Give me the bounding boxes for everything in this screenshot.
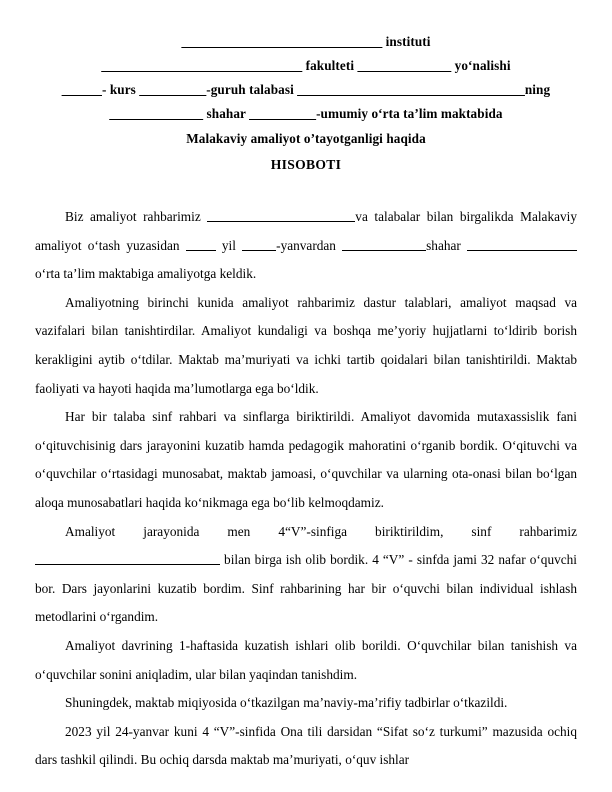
school-number-blank[interactable]: __________ (249, 106, 317, 121)
direction-blank[interactable]: ______________ (357, 58, 452, 73)
paragraph-first-day: Amaliyotning birinchi kunida amaliyot rahbarimiz dastur talablari, amaliyot maqsad va vazifalari bilan tanishtirdilar. Amaliyot kundaligi va boshqa me’yoriy hujjatlarni to‘ldirib borish kerakligini aytib o‘tdilar. Maktab ma’muriyati va ichki tartib qoidalari bilan tanishtirildi. Maktab faoliyati va hayoti haqida ma’lumotlarga ega bo‘ldik. (35, 294, 577, 396)
p4-text-1: Amaliyot jarayonida men 4“V”-sinfiga biriktirildim, sinf rahbarimiz (65, 523, 577, 539)
document-body (35, 203, 577, 775)
institute-label: instituti (382, 34, 431, 49)
document-content (35, 30, 577, 775)
report-subtitle: Malakaviy amaliyot o’tayotganligi haqida (186, 131, 426, 146)
city-label: shahar (203, 106, 250, 121)
group-label: -guruh talabasi (206, 82, 298, 97)
student-suffix-label: ning (524, 82, 551, 97)
paragraph-open-lesson: 2023 yil 24-yanvar kuni 4 “V”-sinfida Ona tili darsidan “Sifat so‘z turkumi” mazusida ochiq dars tashkil qilindi. Bu ochiq darsda maktab ma’muriyati, o‘quv ishlar (35, 723, 577, 768)
course-blank[interactable]: ______ (61, 82, 102, 97)
school-label: -umumiy o‘rta ta’lim maktabida (316, 106, 503, 121)
supervisor-blank[interactable] (207, 208, 355, 222)
direction-label: yo‘nalishi (451, 58, 511, 73)
paragraph-intro (35, 203, 577, 289)
city-blank[interactable]: ______________ (109, 106, 204, 121)
school2-blank[interactable] (467, 237, 577, 251)
p1-text-5: shahar (426, 237, 468, 253)
header-line-course-group (35, 78, 577, 102)
student-name-blank[interactable]: __________________________________ (297, 82, 525, 97)
paragraph-first-week: Amaliyot davrining 1-haftasida kuzatish ishlari olib borildi. O‘quvchilar bilan tanishish va o‘quvchilar sonini aniqladim, ular bilan yaqindan tanishdim. (35, 637, 577, 682)
institute-blank[interactable]: ______________________________ (181, 34, 383, 49)
class-teacher-blank[interactable] (35, 551, 220, 565)
p4-text-2: bilan birga ish olib bordik. 4 “V” - sinfda jami 32 nafar o‘quvchi bor. Dars jayonlarini kuzatib bordim. Sinf rahbarining har bir o‘quvchi bilan individual ishlash metodlarini o‘rgandim. (35, 552, 577, 625)
header-line-institute (35, 30, 577, 54)
paragraph-class-assignment: Har bir talaba sinf rahbari va sinflarga biriktirildi. Amaliyot davomida mutaxassislik fani o‘qituvchisinig dars jarayonini kuzatib hamda pedagogik mahoratini o‘rganib bordik. O‘qituvchi va o‘quvchilar o‘rtasidagi munosabat, maktab jamoasi, o‘quvchilar va ularning ota-onasi bilan bo‘lgan aloqa munosabatlari haqida ko‘nikmaga ega bo‘lib kelmoqdamiz. (35, 409, 577, 510)
p1-text-2: va talabalar bilan birgalikda Malakaviy amaliyot o‘tash yuzasidan (35, 209, 578, 253)
report-title: HISOBOTI (270, 157, 342, 172)
header-line-faculty (35, 54, 577, 78)
header-line-school (35, 102, 577, 126)
paragraph-events: Shuningdek, maktab miqiyosida o‘tkazilgan ma’naviy-ma’rifiy tadbirlar o‘tkazildi. (65, 695, 508, 711)
p1-text-1: Biz amaliyot rahbarimiz (65, 209, 208, 224)
p1-text-4: -yanvardan (276, 237, 343, 253)
faculty-label: fakulteti (302, 58, 358, 73)
paragraph-practice-process (35, 518, 577, 632)
course-label: - kurs (101, 82, 140, 97)
city2-blank[interactable] (342, 237, 426, 251)
faculty-blank[interactable]: ______________________________ (101, 58, 303, 73)
document-header (35, 30, 577, 177)
year-blank[interactable] (186, 237, 216, 251)
p1-text-3: yil (215, 237, 243, 253)
day-blank[interactable] (242, 237, 276, 251)
p1-text-6: o‘rta ta’lim maktabiga amaliyotga keldik. (35, 266, 257, 282)
group-blank[interactable]: __________ (139, 82, 207, 97)
